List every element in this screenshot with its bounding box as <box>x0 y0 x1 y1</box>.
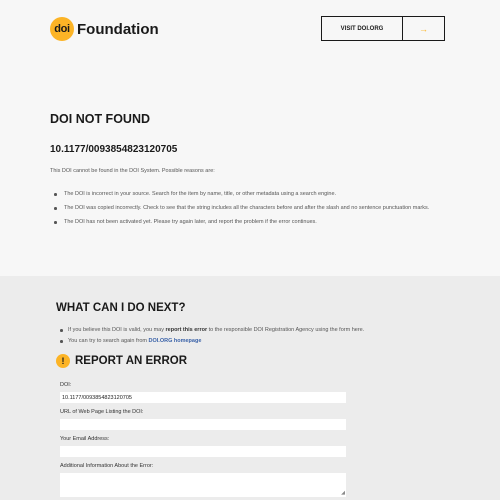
doi-logo-badge: doi <box>50 17 74 41</box>
next-steps-section <box>0 276 500 500</box>
doi-string: 10.1177/0093854823120705 <box>50 144 178 155</box>
doi-org-homepage-link[interactable]: DOI.ORG homepage <box>148 338 202 344</box>
additional-info-textarea[interactable] <box>60 473 346 497</box>
intro-text: This DOI cannot be found in the DOI System. Possible reasons are: <box>50 168 215 174</box>
alert-icon: ! <box>56 354 70 368</box>
page-title: DOI NOT FOUND <box>50 112 150 126</box>
search-again-text: You can try to search again from <box>68 338 149 344</box>
url-field-label: URL of Web Page Listing the DOI: <box>60 409 144 415</box>
reasons-list <box>50 190 450 232</box>
next-steps-list <box>56 326 456 348</box>
list-item: The DOI was copied incorrectly. Check to see that the string includes all the characters before and after the slash and no sentence punctuation marks. <box>50 204 450 213</box>
doi-foundation-logo[interactable] <box>50 17 159 41</box>
url-field[interactable] <box>60 419 346 430</box>
report-intro-text: If you believe this DOI is valid, you may <box>68 327 166 333</box>
report-error-title: REPORT AN ERROR <box>75 355 188 367</box>
email-field-label: Your Email Address: <box>60 436 110 442</box>
info-field-label: Additional Information About the Error: <box>60 463 154 469</box>
list-item: The DOI is incorrect in your source. Search for the item by name, title, or other metadata using a search engine. <box>50 190 450 199</box>
email-field[interactable] <box>60 446 346 457</box>
site-header <box>0 0 500 60</box>
report-tail-text: to the responsible DOI Registration Agency using the form here. <box>207 327 365 333</box>
doi-field-label: DOI: <box>60 382 72 388</box>
list-item <box>56 326 456 334</box>
visit-doi-org-label: VISIT DOI.ORG <box>322 17 403 40</box>
report-error-heading <box>56 354 187 368</box>
report-error-link[interactable]: report this error <box>165 327 208 333</box>
logo-text: Foundation <box>77 20 159 38</box>
info-textarea-wrap <box>60 473 346 497</box>
resize-grip-icon[interactable]: ◢ <box>341 490 345 496</box>
doi-field[interactable] <box>60 392 346 403</box>
next-steps-title: WHAT CAN I DO NEXT? <box>56 302 186 314</box>
arrow-right-icon: → <box>419 23 428 34</box>
visit-doi-org-button[interactable] <box>321 16 445 41</box>
list-item <box>56 337 456 345</box>
list-item: The DOI has not been activated yet. Please try again later, and report the problem if the error continues. <box>50 218 450 227</box>
